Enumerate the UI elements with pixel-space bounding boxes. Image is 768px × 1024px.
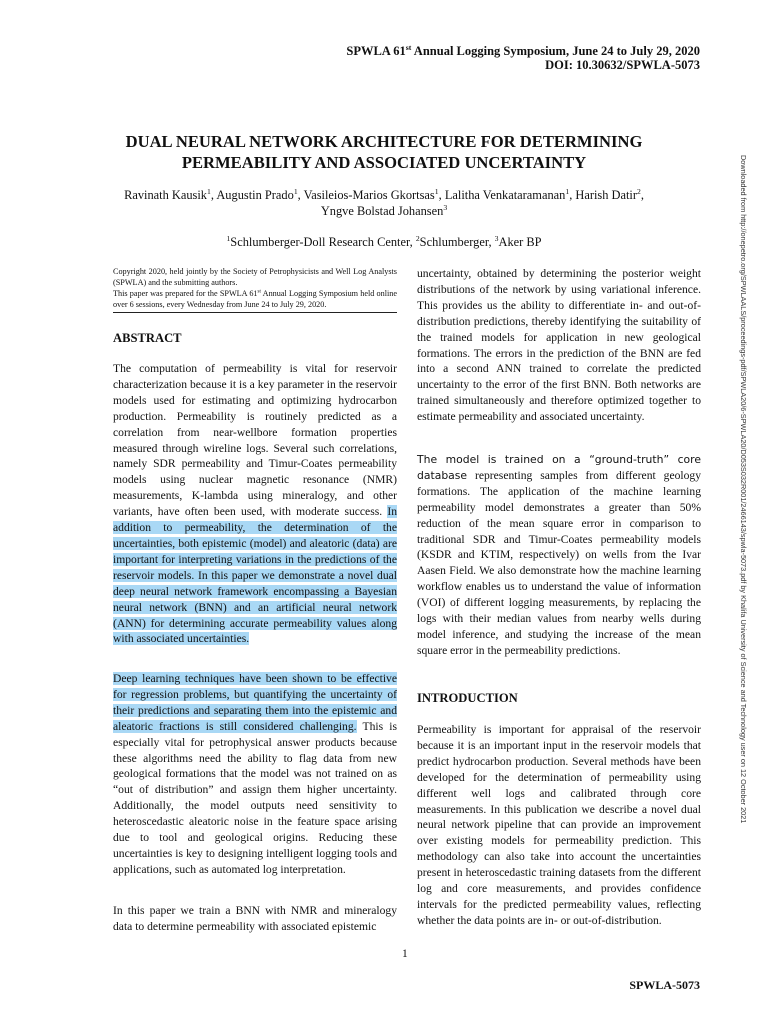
download-watermark: Downloaded from http://onepetro.org/SPWLAALS/proceedings-pdf/SPWLA20/6-SPWLA20/D053S032R001/2466143/spwla-5073.pdf by Khalifa University of Science and Technology user on 12 October 2021	[739, 155, 748, 824]
copyright-notice	[113, 266, 397, 310]
abstract-paragraph-4: The model is trained on a “ground-truth” core database representing samples from different geology formations. The application of the machine learning permeability model demonstrates a greater than 50% reduction of the mean square error in comparison to traditional SDR and Timur-Coates permeability models (KSDR and KTIM, respectively) on wells from the Ivar Aasen Field. We also demonstrate how the machine learning workflow enables us to understand the value of information (VOI) of different logging measurements, by replacing the logs with their median values from nearby wells during model inference, and studying the increase of the mean square error in the permeability predictions.	[417, 453, 701, 657]
symposium-dates: Annual Logging Symposium, June 24 to July 29, 2020	[411, 44, 700, 58]
author: Harish Datir$^2$,	[575, 186, 644, 202]
affiliation: $^3$Aker BP	[494, 233, 542, 249]
author: Vasileios-Marios Gkortsas$^1$,	[303, 186, 445, 202]
abstract-paragraph-3: In this paper we train a BNN with NMR and mineralogy data to determine permeability with associated epistemic	[113, 904, 397, 933]
page-number: 1	[402, 948, 408, 960]
title-line-2: PERMEABILITY AND ASSOCIATED UNCERTAINTY	[181, 153, 587, 172]
introduction-heading: INTRODUCTION	[417, 691, 518, 705]
title-line-1: DUAL NEURAL NETWORK ARCHITECTURE FOR DETERMINING	[125, 132, 643, 151]
highlighted-text: Deep learning techniques have been shown to be effective for regression problems, but quantifying the uncertainty of their predictions and separating them into the epistemic and aleatoric fractions is still considered challenging.	[113, 672, 397, 733]
doi: DOI: 10.30632/SPWLA-5073	[545, 58, 700, 72]
author: Yngve Bolstad Johansen$^3$	[320, 202, 448, 218]
author: Augustin Prado$^1$,	[216, 186, 304, 202]
paper-id-footer: SPWLA-5073	[629, 978, 700, 992]
author: Lalitha Venkataramanan$^1$,	[444, 186, 576, 202]
abstract-paragraph-2: Deep learning techniques have been shown to be effective for regression problems, but quantifying the uncertainty of their predictions and separating them into the epistemic and aleatoric fractions is still considered challenging. This is especially vital for petrophysical answer products because these algorithms need the ability to flag data from new geological formations that the model was not trained on as “out of distribution” and assign them higher uncertainty. Additionally, the model outputs need sensitivity to heteroscedastic aleatoric noise in the feature space arising due to tool and geological origins. Reducing these uncertainties is key to designing intelligent logging tools and applications, such as automated log interpretation.	[113, 672, 397, 876]
author-list	[110, 187, 658, 219]
affiliation: $^2$Schlumberger,	[415, 233, 495, 249]
introduction-paragraph-1: Permeability is important for appraisal of the reservoir because it is an important input in the reservoir models that predict hydrocarbon production. Several methods have been developed for the determination of permeability using different well logs and calibrated through core measurements. In this publication we describe a novel dual neural network pipeline that can provide an improvement over existing models for permeability prediction. This methodology can also take into account the uncertainties present in heteroscedastic training datasets from the different log and core measurements, and provides confidence intervals for the predicted permeability values, reflecting whether the data points are in- or out-of-distribution.	[417, 723, 701, 927]
affiliations	[110, 235, 658, 250]
abstract-heading: ABSTRACT	[113, 331, 182, 345]
affiliation: $^1$Schlumberger-Doll Research Center,	[226, 233, 416, 249]
abstract-paragraph-3-continued: uncertainty, obtained by determining the posterior weight distributions of the network by using variational inference. This provides us the ability to differentiate in- and out-of-distribution predictions, thereby identifying the suitability of the trained models for application in new geological formations. The errors in the prediction of the BNN are fed into a second ANN trained to correlate the predicted uncertainty to the error of the first BNN. Both networks are trained simultaneously and therefore optimized together to estimate permeability and associated uncertainty.	[417, 267, 701, 424]
paragraph-lead: The model is trained on a “ground-truth” core database	[417, 453, 701, 482]
symposium-note: This paper was prepared for the SPWLA 61st Annual Logging Symposium held online over 6 sessions, every Wednesday from June 24 to July 29, 2020.	[113, 288, 397, 309]
symposium-name: SPWLA 61	[346, 44, 406, 58]
copyright-text: Copyright 2020, held jointly by the Society of Petrophysicists and Well Log Analysts (SPWLA) and the submitting authors.	[113, 267, 397, 287]
highlighted-text: In addition to permeability, the determination of the uncertainties, both epistemic (model) and aleatoric (data) are important for interpreting variations in the predictions of the reservoir models. In this paper we demonstrate a novel dual deep neural network framework encompassing a Bayesian neural network (BNN) and an artificial neural network (ANN) for determining accurate permeability values along with associated uncertainties.	[113, 505, 397, 646]
author: Ravinath Kausik$^1$,	[124, 186, 217, 202]
copyright-divider	[113, 312, 397, 313]
symposium-header	[346, 44, 700, 59]
abstract-paragraph-1: The computation of permeability is vital for reservoir characterization because it is a key parameter in the reservoir models used for estimating and optimizing hydrocarbon production. Permeability is routinely predicted as a correlation from near-wellbore formation properties measured through wireline logs. Several such correlations, namely SDR permeability and Timur-Coates permeability models using nuclear magnetic resonance (NMR) measurements, K-lambda using mineralogy, and other variants, have often been used, with moderate success. In addition to permeability, the determination of the uncertainties, both epistemic (model) and aleatoric (data) are important for interpreting variations in the predictions of the reservoir models. In this paper we demonstrate a novel dual deep neural network framework encompassing a Bayesian neural network (BNN) and an artificial neural network (ANN) for determining accurate permeability values along with associated uncertainties.	[113, 362, 397, 646]
ordinal-sup: st	[405, 42, 412, 52]
paper-title	[60, 131, 708, 173]
